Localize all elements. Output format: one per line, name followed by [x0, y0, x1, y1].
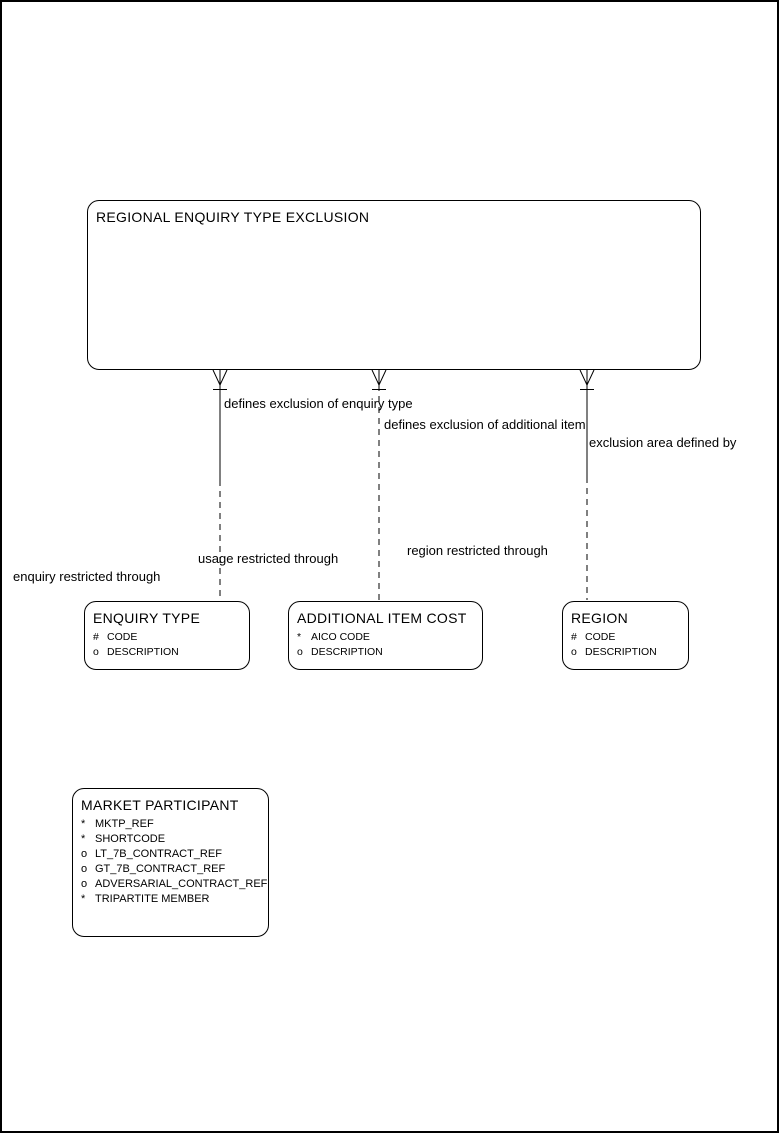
attribute-prefix: o [81, 878, 88, 890]
attribute-prefix: o [93, 646, 99, 658]
attribute-name: TRIPARTITE MEMBER [95, 893, 210, 905]
attribute-prefix: o [81, 863, 88, 875]
attribute-row [297, 630, 482, 645]
attribute-name: AICO CODE [311, 631, 370, 643]
attribute-name: SHORTCODE [95, 833, 166, 845]
crows-foot-icon [372, 370, 386, 385]
relationship-line-region [580, 370, 594, 600]
attribute-name: CODE [585, 631, 616, 643]
crows-foot-icon [580, 370, 594, 385]
relationship-label-region-restricted-through: region restricted through [407, 543, 548, 558]
attribute-list [73, 812, 268, 907]
attribute-list [85, 625, 249, 660]
entity-title: ADDITIONAL ITEM COST [297, 610, 467, 626]
attribute-name: DESCRIPTION [585, 646, 657, 658]
relationship-lines [2, 2, 779, 1133]
entity-title: REGIONAL ENQUIRY TYPE EXCLUSION [96, 209, 370, 225]
attribute-row [81, 817, 268, 832]
attribute-prefix: o [297, 646, 303, 658]
entity-market-participant[interactable] [72, 788, 269, 937]
attribute-prefix: # [571, 631, 577, 643]
attribute-list [289, 625, 482, 660]
attribute-list [563, 625, 688, 660]
entity-title: ENQUIRY TYPE [93, 610, 201, 626]
relationship-label-exclusion-area-defined-by: exclusion area defined by [589, 435, 737, 450]
attribute-prefix: * [81, 818, 86, 830]
attribute-row [571, 645, 688, 660]
attribute-name: DESCRIPTION [311, 646, 383, 658]
attribute-row [81, 877, 268, 892]
entity-title: REGION [571, 610, 629, 626]
relationship-label-defines-exclusion-of-additional-item: defines exclusion of additional item [384, 417, 586, 432]
attribute-prefix: o [81, 848, 88, 860]
attribute-row [81, 832, 268, 847]
attribute-row [571, 630, 688, 645]
attribute-row [93, 645, 249, 660]
attribute-row [81, 892, 268, 907]
attribute-row [93, 630, 249, 645]
entity-region[interactable] [562, 601, 689, 670]
attribute-row [81, 847, 268, 862]
attribute-prefix: # [93, 631, 99, 643]
attribute-prefix: o [571, 646, 577, 658]
attribute-name: LT_7B_CONTRACT_REF [95, 848, 222, 860]
attribute-row [81, 862, 268, 877]
relationship-label-usage-restricted-through: usage restricted through [198, 551, 339, 566]
entity-regional-enquiry-type-exclusion[interactable] [87, 200, 701, 370]
entity-enquiry-type[interactable] [84, 601, 250, 670]
attribute-name: DESCRIPTION [107, 646, 179, 658]
attribute-name: GT_7B_CONTRACT_REF [95, 863, 226, 875]
relationship-label-defines-exclusion-of-enquiry-type: defines exclusion of enquiry type [224, 396, 413, 411]
attribute-prefix: * [297, 631, 302, 643]
crows-foot-icon [213, 370, 227, 385]
attribute-name: CODE [107, 631, 138, 643]
attribute-name: ADVERSARIAL_CONTRACT_REF [95, 878, 268, 890]
attribute-row [297, 645, 482, 660]
attribute-name: MKTP_REF [95, 818, 154, 830]
attribute-prefix: * [81, 893, 86, 905]
attribute-prefix: * [81, 833, 86, 845]
entity-title: MARKET PARTICIPANT [81, 797, 239, 813]
entity-additional-item-cost[interactable] [288, 601, 483, 670]
relationship-label-enquiry-restricted-through: enquiry restricted through [13, 569, 161, 584]
